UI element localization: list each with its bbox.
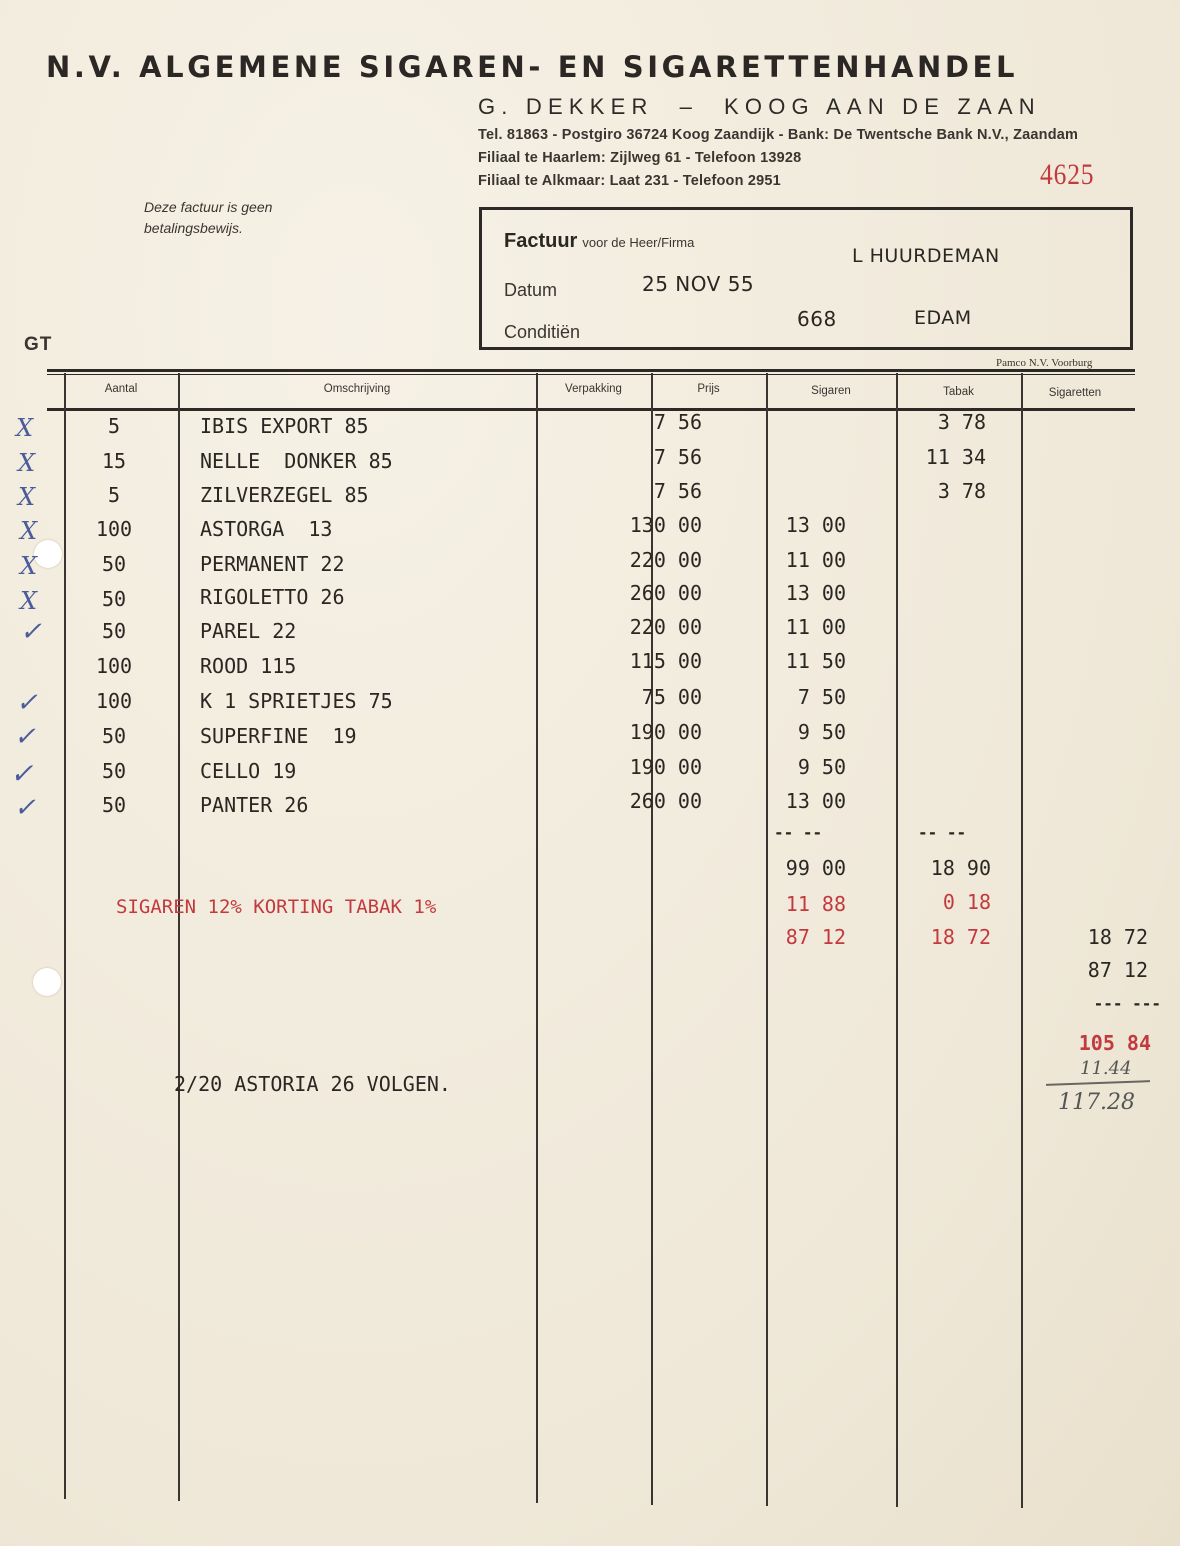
net-tabak: 18 72 bbox=[930, 925, 991, 949]
header-omschrijving: Omschrijving bbox=[323, 383, 391, 395]
tick-mark: ✓ bbox=[16, 688, 38, 718]
payment-notice bbox=[144, 197, 272, 239]
grand-sum-rule: --- --- bbox=[1093, 994, 1161, 1013]
notice-line-2: betalingsbewijs. bbox=[144, 220, 243, 236]
net-sigaren: 87 12 bbox=[785, 925, 846, 949]
aantal: 100 bbox=[95, 654, 133, 678]
tick-mark: X bbox=[20, 517, 38, 545]
subtotal-sigaren: 99 00 bbox=[785, 856, 846, 880]
tabak: 3 78 bbox=[937, 479, 986, 503]
aantal: 50 bbox=[101, 793, 127, 817]
sigaren: 11 00 bbox=[785, 548, 846, 572]
sigaren: 9 50 bbox=[797, 755, 846, 779]
invoice-number: 4625 bbox=[1040, 158, 1095, 191]
aantal: 50 bbox=[101, 587, 127, 611]
sigaren: 11 50 bbox=[785, 649, 846, 673]
prijs: 220 00 bbox=[629, 615, 702, 639]
header-prijs: Prijs bbox=[697, 383, 720, 395]
punch-hole bbox=[33, 968, 61, 996]
omschrijving: ROOD 115 bbox=[200, 654, 297, 678]
subtotal-tabak: 18 90 bbox=[930, 856, 991, 880]
omschrijving: RIGOLETTO 26 bbox=[200, 585, 345, 609]
omschrijving: CELLO 19 bbox=[200, 759, 297, 783]
prijs: 7 56 bbox=[653, 410, 702, 434]
tick-mark: ✓ bbox=[14, 722, 36, 752]
margin-code: GT bbox=[24, 334, 53, 355]
column-line bbox=[64, 373, 66, 1499]
tabak: 3 78 bbox=[937, 410, 986, 434]
prijs: 190 00 bbox=[629, 755, 702, 779]
company-location: KOOG AAN DE ZAAN bbox=[724, 94, 1041, 119]
tabak: 11 34 bbox=[925, 445, 986, 469]
discount-sigaren: 11 88 bbox=[785, 892, 846, 916]
aantal: 5 bbox=[107, 414, 121, 438]
discount-tabak: 0 18 bbox=[942, 890, 991, 914]
omschrijving: IBIS EXPORT 85 bbox=[200, 414, 369, 438]
omschrijving: SUPERFINE 19 bbox=[200, 724, 357, 748]
aantal: 50 bbox=[101, 759, 127, 783]
prijs: 75 00 bbox=[641, 685, 702, 709]
datum-value: 25 NOV 55 bbox=[642, 272, 755, 296]
address-box bbox=[479, 207, 1133, 350]
sigaren: 7 50 bbox=[797, 685, 846, 709]
table-top-rule bbox=[47, 369, 1135, 372]
prijs: 7 56 bbox=[653, 445, 702, 469]
factuur-heading bbox=[504, 230, 694, 253]
aantal: 100 bbox=[95, 689, 133, 713]
customer-name: L HUURDEMAN bbox=[852, 245, 1000, 267]
sum-line-2: 87 12 bbox=[1087, 958, 1148, 982]
factuur-label: Factuur bbox=[504, 230, 578, 252]
sigaren: 11 00 bbox=[785, 615, 846, 639]
prijs: 220 00 bbox=[629, 548, 702, 572]
sigaren: 13 00 bbox=[785, 789, 846, 813]
discount-note: SIGAREN 12% KORTING TABAK 1% bbox=[116, 896, 437, 918]
sigaren: 13 00 bbox=[785, 581, 846, 605]
datum-label: Datum bbox=[504, 280, 558, 300]
omschrijving: K 1 SPRIETJES 75 bbox=[200, 689, 393, 713]
aantal: 5 bbox=[107, 483, 121, 507]
column-line bbox=[178, 373, 180, 1501]
voor-label: voor de Heer/Firma bbox=[582, 235, 695, 250]
company-name: N.V. ALGEMENE SIGAREN- EN SIGARETTENHANDEL bbox=[46, 50, 1019, 84]
header-sigaretten: Sigaretten bbox=[1048, 387, 1102, 399]
aantal: 50 bbox=[101, 552, 127, 576]
aantal: 50 bbox=[101, 619, 127, 643]
aantal: 100 bbox=[95, 517, 133, 541]
column-line bbox=[651, 373, 653, 1505]
notice-line-1: Deze factuur is geen bbox=[144, 199, 273, 215]
omschrijving: ASTORGA 13 bbox=[200, 517, 333, 541]
tick-mark: ✓ bbox=[10, 757, 34, 790]
punch-hole bbox=[34, 540, 62, 568]
sum-line-1: 18 72 bbox=[1087, 925, 1148, 949]
condities-label: Conditiën bbox=[504, 322, 581, 342]
pencil-underline bbox=[1046, 1080, 1150, 1086]
printer-credit: Pamco N.V. Voorburg bbox=[996, 357, 1093, 369]
grand-total: 105 84 bbox=[1078, 1031, 1151, 1055]
sigaren-sum-rule: -- -- bbox=[774, 823, 823, 842]
header-sigaren: Sigaren bbox=[811, 385, 851, 397]
owner-name: G. DEKKER bbox=[478, 94, 654, 119]
tick-mark: X bbox=[20, 552, 38, 580]
contact-line: Tel. 81863 - Postgiro 36724 Koog Zaandijk - Bank: De Twentsche Bank N.V., Zaandam bbox=[478, 127, 1079, 143]
omschrijving: ZILVERZEGEL 85 bbox=[200, 483, 369, 507]
pencil-total: 117.28 bbox=[1058, 1090, 1135, 1115]
omschrijving: PANTER 26 bbox=[200, 793, 309, 817]
prijs: 7 56 bbox=[653, 479, 702, 503]
prijs: 130 00 bbox=[629, 513, 702, 537]
table-top-rule-thin bbox=[47, 374, 1135, 375]
prijs: 260 00 bbox=[629, 581, 702, 605]
sigaren: 9 50 bbox=[797, 720, 846, 744]
tick-mark: X bbox=[16, 414, 34, 442]
pencil-addition: 11.44 bbox=[1080, 1058, 1132, 1079]
tick-mark: X bbox=[18, 483, 36, 511]
prijs: 190 00 bbox=[629, 720, 702, 744]
branch-haarlem: Filiaal te Haarlem: Zijlweg 61 - Telefoon 13928 bbox=[478, 150, 802, 166]
header-aantal: Aantal bbox=[104, 383, 138, 395]
omschrijving: PERMANENT 22 bbox=[200, 552, 345, 576]
tick-mark: ✓ bbox=[20, 617, 42, 647]
omschrijving: PAREL 22 bbox=[200, 619, 297, 643]
column-line bbox=[536, 373, 538, 1503]
tick-mark: X bbox=[18, 449, 36, 477]
prijs: 115 00 bbox=[629, 649, 702, 673]
tabak-sum-rule: -- -- bbox=[918, 823, 967, 842]
subtitle-dash: – bbox=[679, 94, 699, 119]
company-subtitle bbox=[478, 94, 1041, 120]
customer-number: 668 bbox=[797, 307, 837, 331]
header-verpakking: Verpakking bbox=[565, 383, 622, 395]
branch-alkmaar: Filiaal te Alkmaar: Laat 231 - Telefoon 2951 bbox=[478, 173, 781, 189]
header-tabak: Tabak bbox=[943, 386, 974, 398]
prijs: 260 00 bbox=[629, 789, 702, 813]
followup-note: 2/20 ASTORIA 26 VOLGEN. bbox=[174, 1072, 451, 1096]
aantal: 15 bbox=[101, 449, 127, 473]
tick-mark: ✓ bbox=[14, 793, 36, 823]
aantal: 50 bbox=[101, 724, 127, 748]
tick-mark: X bbox=[20, 587, 38, 615]
customer-city: EDAM bbox=[914, 307, 972, 329]
sigaren: 13 00 bbox=[785, 513, 846, 537]
omschrijving: NELLE DONKER 85 bbox=[200, 449, 393, 473]
